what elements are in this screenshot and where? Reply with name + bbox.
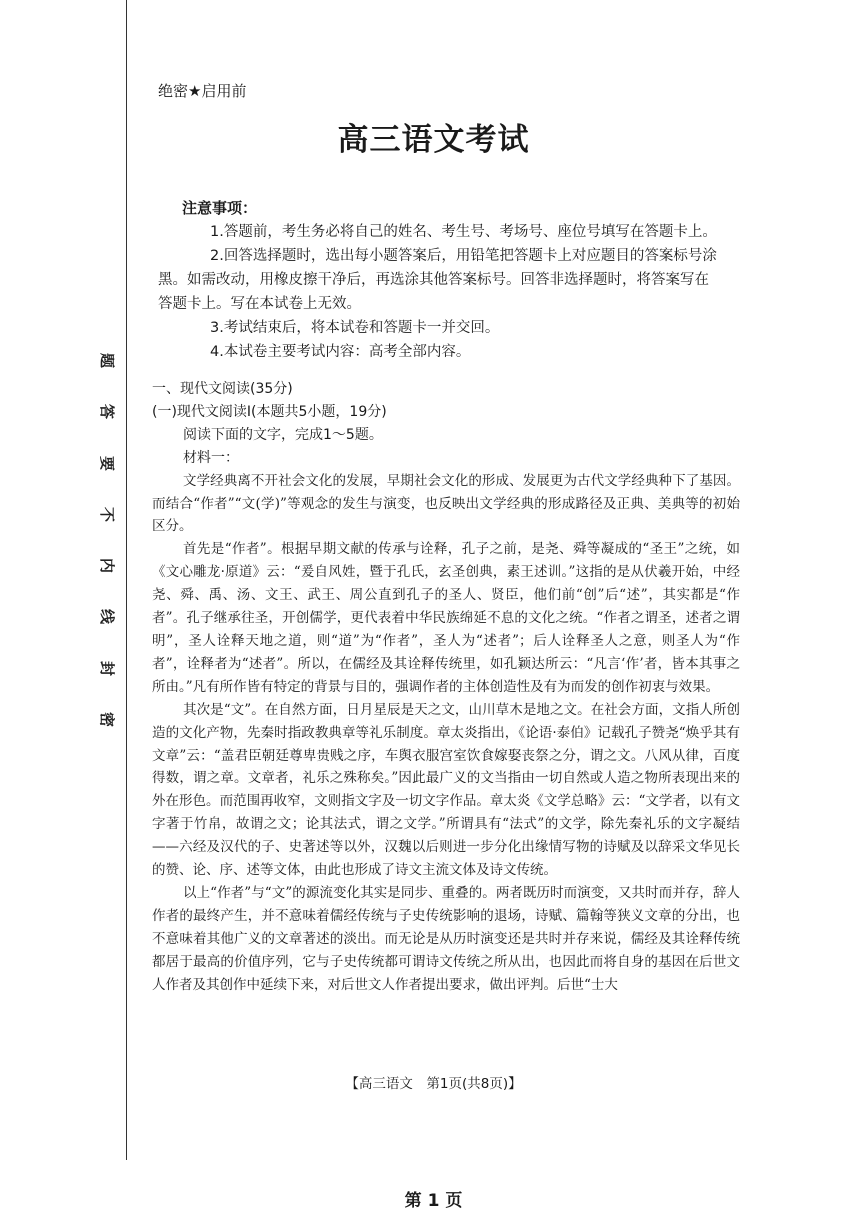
passage-paragraph: 文学经典离不开社会文化的发展，早期社会文化的形成、发展更为古代文学经典种下了基因。而结合“作者”“文(学)”等观念的发生与演变，也反映出文学经典的形成路径及正典、美典等的初始区分。 [152, 472, 740, 535]
binding-line [126, 0, 127, 1160]
secrecy-label: 绝密★启用前 [158, 82, 247, 100]
page-number: 第 1 页 [404, 1191, 463, 1211]
note-item: 2.回答选择题时，选出每小题答案后，用铅笔把答题卡上对应题目的答案标号涂黑。如需改动，用橡皮擦干净后，再选涂其他答案标号。回答非选择题时，将答案写在答题卡上。写在本试卷上无效。 [158, 248, 717, 312]
binding-char: 密 [98, 711, 117, 727]
notes-block [158, 196, 718, 364]
binding-char: 内 [98, 558, 117, 574]
binding-char: 线 [98, 609, 117, 625]
page-footer: 【高三语文 第1页(共8页)】 [345, 1076, 522, 1092]
section-subtitle: (一)现代文阅读Ⅰ(本题共5小题，19分) [152, 403, 387, 420]
binding-char: 不 [98, 506, 117, 522]
binding-char: 要 [98, 455, 117, 471]
note-item: 4.本试卷主要考试内容：高考全部内容。 [210, 344, 471, 360]
material-label: 材料一： [183, 449, 239, 466]
passage-paragraph: 以上“作者”与“文”的源流变化其实是同步、重叠的。两者既历时而演变，又共时而并存，辞人作者的最终产生，并不意味着儒经传统与子史传统影响的退场，诗赋、篇翰等狭义文章的分出，也不意味着其他广义的文章著述的淡出。而无论是从历时演变还是共时并存来说，儒经及其诠释传统都居于最高的价值序列，它与子史传统都可谓诗文传统之所从出，也因此而将自身的基因在后世文人作者及其创作中延续下来，对后世文人作者提出要求，做出评判。后世“士大 [152, 884, 740, 993]
notes-heading: 注意事项： [182, 199, 258, 217]
note-item: 1.答题前，考生务必将自己的姓名、考生号、考场号、座位号填写在答题卡上。 [210, 224, 717, 240]
page-title: 高三语文考试 [337, 122, 530, 158]
section-title: 一、现代文阅读(35分) [152, 381, 293, 397]
binding-char: 题 [98, 352, 117, 369]
passage-paragraph: 其次是“文”。在自然方面，日月星辰是天之文，山川草木是地之文。在社会方面，文指人所创造的文化产物，先秦时指政教典章等礼乐制度。章太炎指出，《论语·泰伯》记载孔子赞尧“焕乎其有文章”云：“盖君臣朝廷尊卑贵贱之序，车舆衣服宫室饮食嫁娶丧祭之分，谓之文。八风从律，百度得数，谓之章。文章者，礼乐之殊称矣。”因此最广义的文当指由一切自然或人造之物所表现出来的外在形色。而范围再收窄，文则指文字及一切文字作品。章太炎《文学总略》云：“文学者，以有文字著于竹帛，故谓之文；论其法式，谓之文学。”所谓具有“法式”的文学，除先秦礼乐的文字凝结——六经及汉代的子、史著述等以外，汉魏以后则进一步分化出缘情写物的诗赋及以辞采文华见长的赞、论、序、述等文体，由此也形成了诗文主流文体及诗文传统。 [152, 701, 740, 879]
binding-char: 封 [98, 660, 117, 676]
binding-char: 答 [98, 404, 117, 420]
note-item: 3.考试结束后，将本试卷和答题卡一并交回。 [210, 320, 500, 336]
section-instruction: 阅读下面的文字，完成1～5题。 [183, 426, 383, 443]
reading-section [152, 378, 740, 996]
passage-paragraph: 首先是“作者”。根据早期文献的传承与诠释，孔子之前，是尧、舜等凝成的“圣王”之统，如《文心雕龙·原道》云：“爰自风姓，暨于孔氏，玄圣创典，素王述训。”这指的是从伏羲开始，中经尧、舜、禹、汤、文王、武王、周公直到孔子的圣人、贤臣，他们前“创”后“述”，其实都是“作者”。孔子继承往圣，开创儒学，更代表着中华民族绵延不息的文化之统。“作者之谓圣，述者之谓明”，圣人诠释天地之道，则“道”为“作者”，圣人为“述者”；后人诠释圣人之意，则圣人为“作者”，诠释者为“述者”。所以，在儒经及其诠释传统里，如孔颖达所云：“凡言‘作’者，皆本其事之所由。”凡有所作皆有特定的背景与目的，强调作者的主体创造性及有为而发的创作初衷与效果。 [152, 541, 740, 695]
binding-strip [96, 350, 120, 730]
